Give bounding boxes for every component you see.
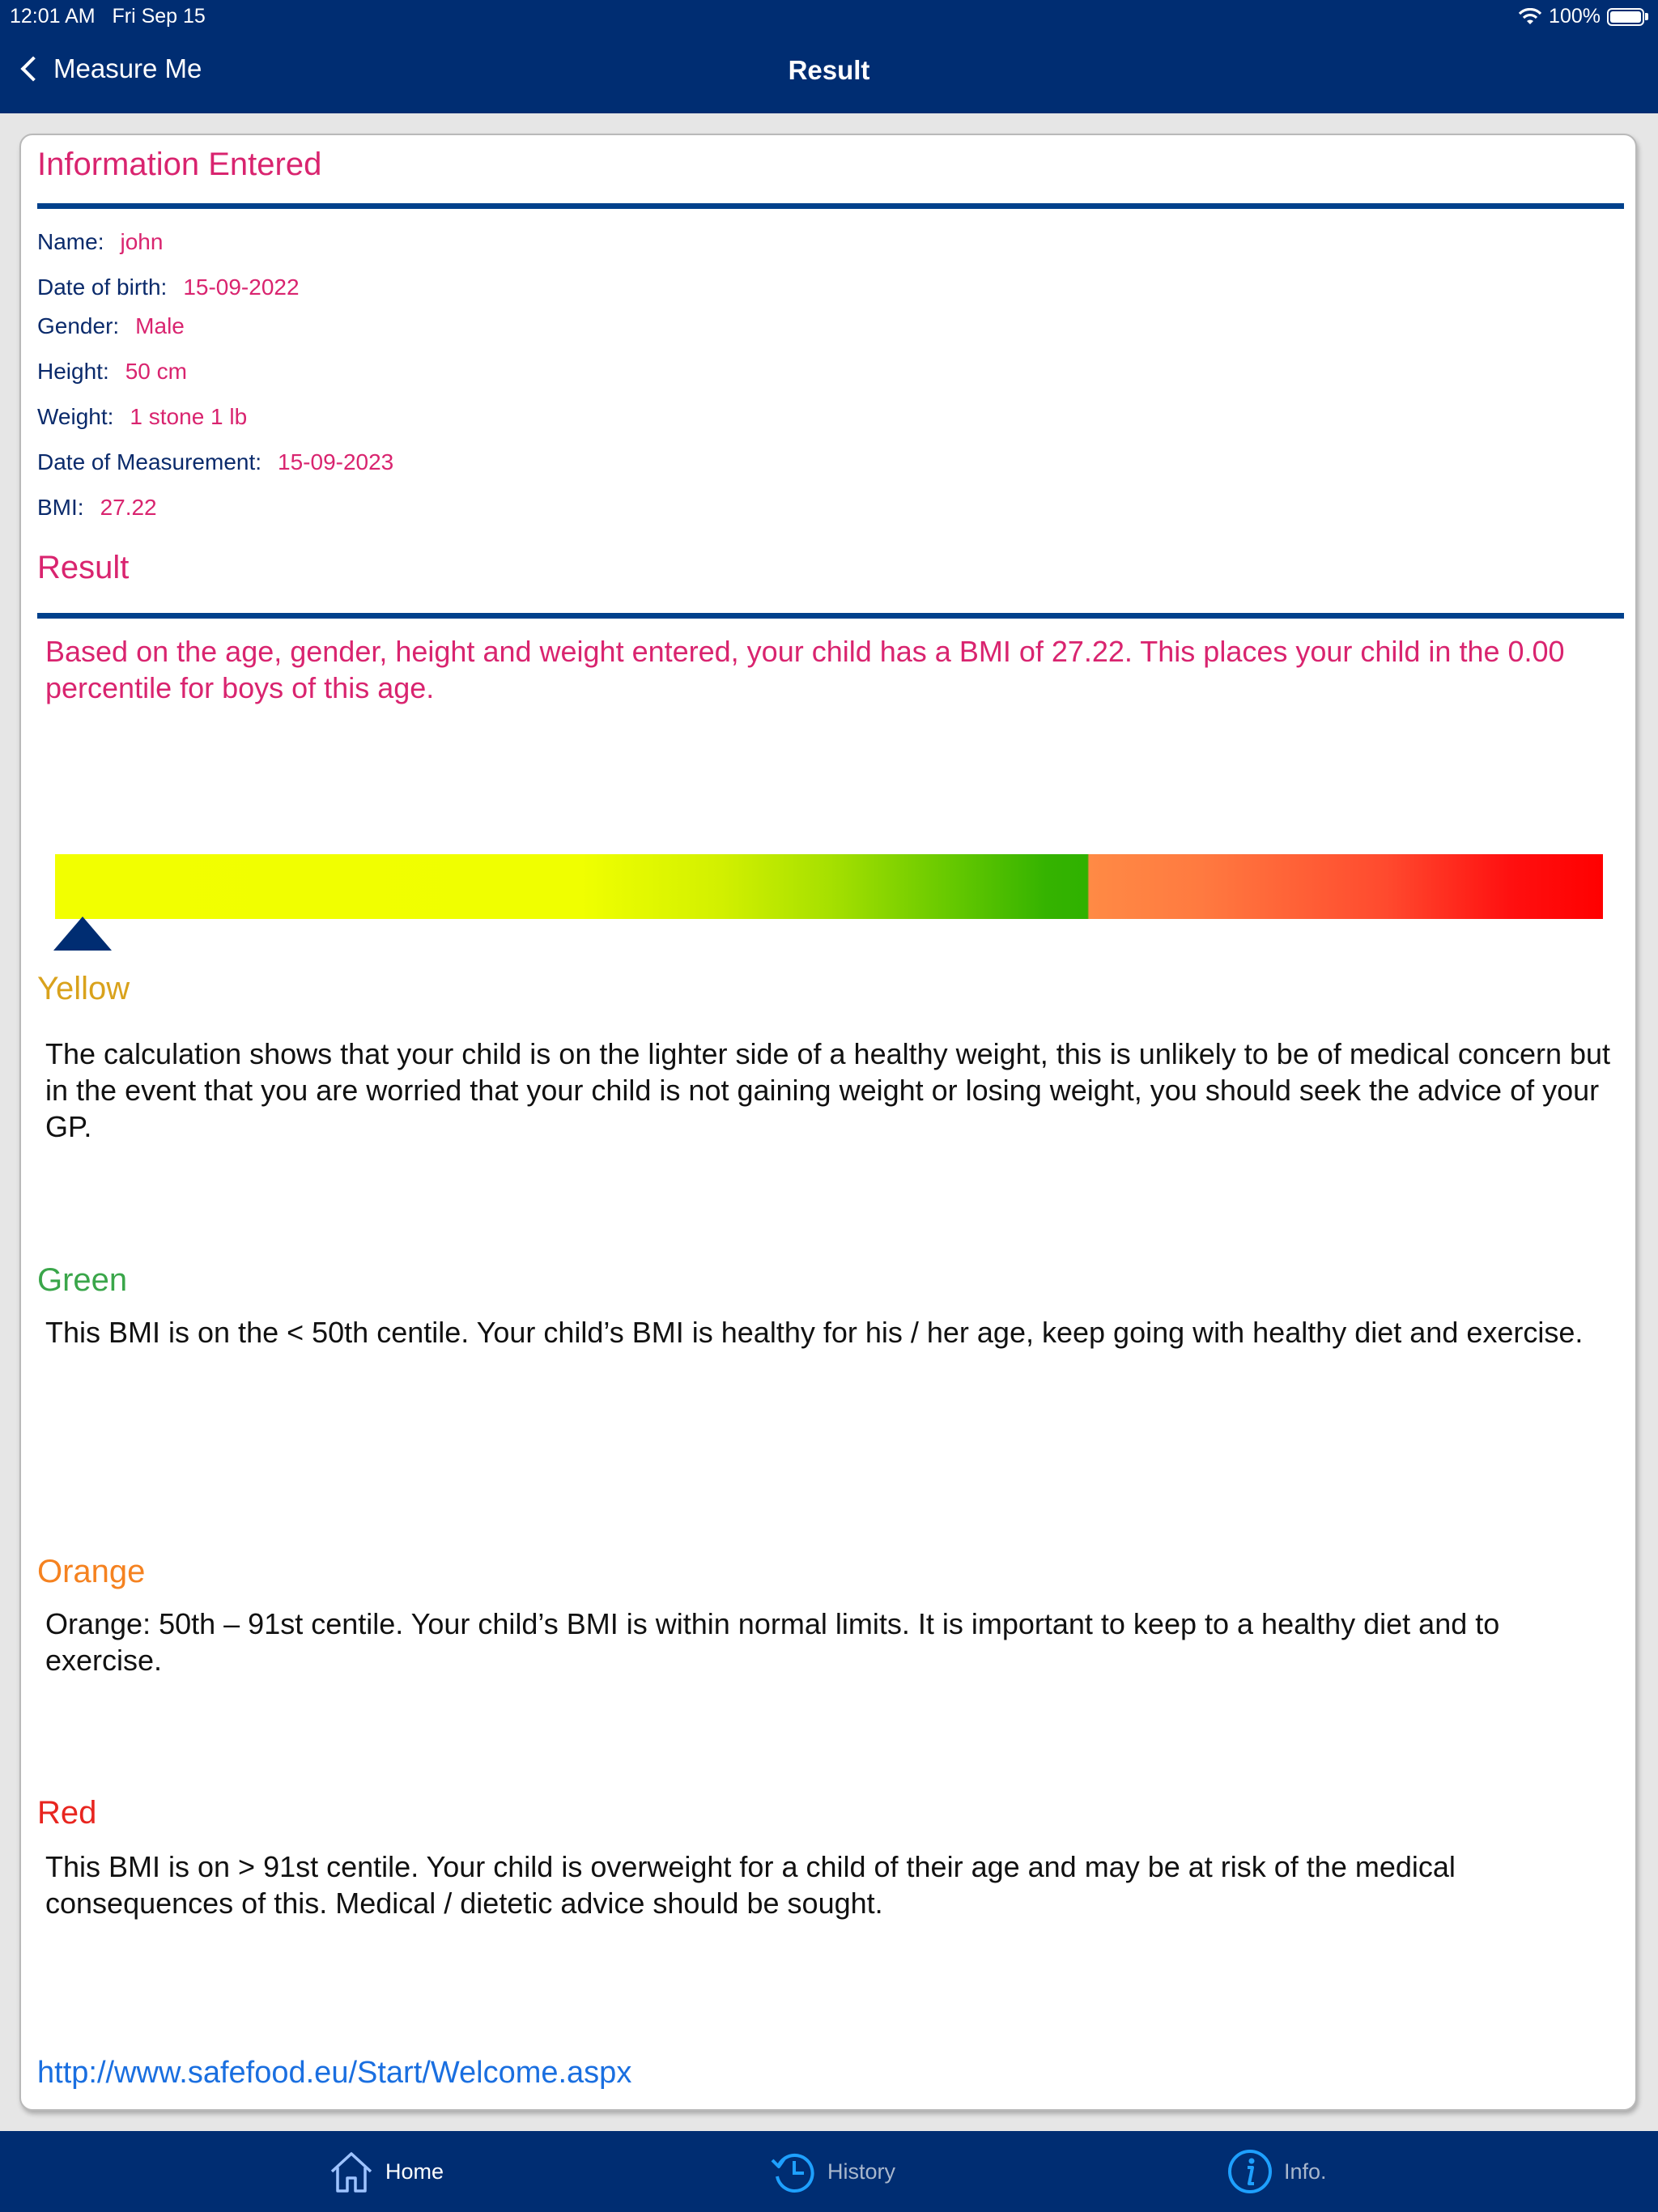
info-icon bbox=[1226, 2147, 1274, 2196]
status-indicators bbox=[1518, 5, 1648, 28]
battery-percent: 100% bbox=[1549, 5, 1601, 28]
tab-history[interactable] bbox=[769, 2131, 895, 2212]
home-icon bbox=[327, 2147, 376, 2196]
battery-icon bbox=[1607, 8, 1644, 26]
tab-home-label: Home bbox=[385, 2159, 444, 2184]
result-title: Result bbox=[37, 550, 130, 585]
band-title-yellow: Yellow bbox=[37, 971, 130, 1006]
centile-marker-icon bbox=[53, 917, 112, 951]
tab-home[interactable] bbox=[327, 2131, 444, 2212]
result-card bbox=[19, 134, 1637, 2111]
tab-info-label: Info. bbox=[1284, 2159, 1327, 2184]
band-text-orange: Orange: 50th – 91st centile. Your child’s BMI is within normal limits. It is important to keep to a healthy diet and to exercise. bbox=[45, 1607, 1500, 1677]
divider bbox=[37, 203, 1624, 209]
back-label: Measure Me bbox=[53, 53, 202, 83]
top-navigation-bar bbox=[0, 0, 1658, 113]
tab-info[interactable] bbox=[1226, 2131, 1327, 2212]
information-entered-title: Information Entered bbox=[37, 147, 322, 182]
page-title: Result bbox=[788, 55, 870, 85]
info-row-weight: Weight: 1 stone 1 lb bbox=[37, 404, 248, 429]
band-title-orange: Orange bbox=[37, 1554, 146, 1589]
info-row-measurement-date: Date of Measurement: 15-09-2023 bbox=[37, 449, 394, 474]
tab-history-label: History bbox=[827, 2159, 896, 2184]
bmi-centile-scale bbox=[55, 854, 1603, 919]
info-row-dob: Date of birth: 15-09-2022 bbox=[37, 274, 300, 300]
divider bbox=[37, 613, 1624, 619]
info-row-bmi: BMI: 27.22 bbox=[37, 495, 157, 520]
wifi-icon bbox=[1518, 8, 1542, 26]
band-title-green: Green bbox=[37, 1262, 128, 1298]
safefood-link[interactable]: http://www.safefood.eu/Start/Welcome.aspx bbox=[37, 2056, 632, 2090]
band-text-red: This BMI is on > 91st centile. Your child is overweight for a child of their age and may be at risk of the medical consequences of this. Medical / dietetic advice should be sought. bbox=[45, 1850, 1456, 1920]
info-row-gender: Gender: Male bbox=[37, 313, 185, 338]
info-row-height: Height: 50 cm bbox=[37, 359, 187, 384]
history-icon bbox=[769, 2147, 818, 2196]
status-time: 12:01 AM Fri Sep 15 bbox=[10, 5, 206, 28]
band-text-yellow: The calculation shows that your child is on the lighter side of a healthy weight, this is unlikely to be of medical concern but in the event that you are worried that your child is not gaining weight or losing weight, you should seek the advice of your GP. bbox=[45, 1037, 1611, 1143]
band-title-red: Red bbox=[37, 1795, 97, 1831]
band-text-green: This BMI is on the < 50th centile. Your child’s BMI is healthy for his / her age, keep going with healthy diet and exercise. bbox=[45, 1316, 1584, 1349]
info-row-name: Name: john bbox=[37, 229, 164, 254]
bottom-tab-bar bbox=[0, 2131, 1658, 2212]
result-summary: Based on the age, gender, height and weight entered, your child has a BMI of 27.22. This places your child in the 0.00 percentile for boys of this age. bbox=[45, 635, 1565, 704]
